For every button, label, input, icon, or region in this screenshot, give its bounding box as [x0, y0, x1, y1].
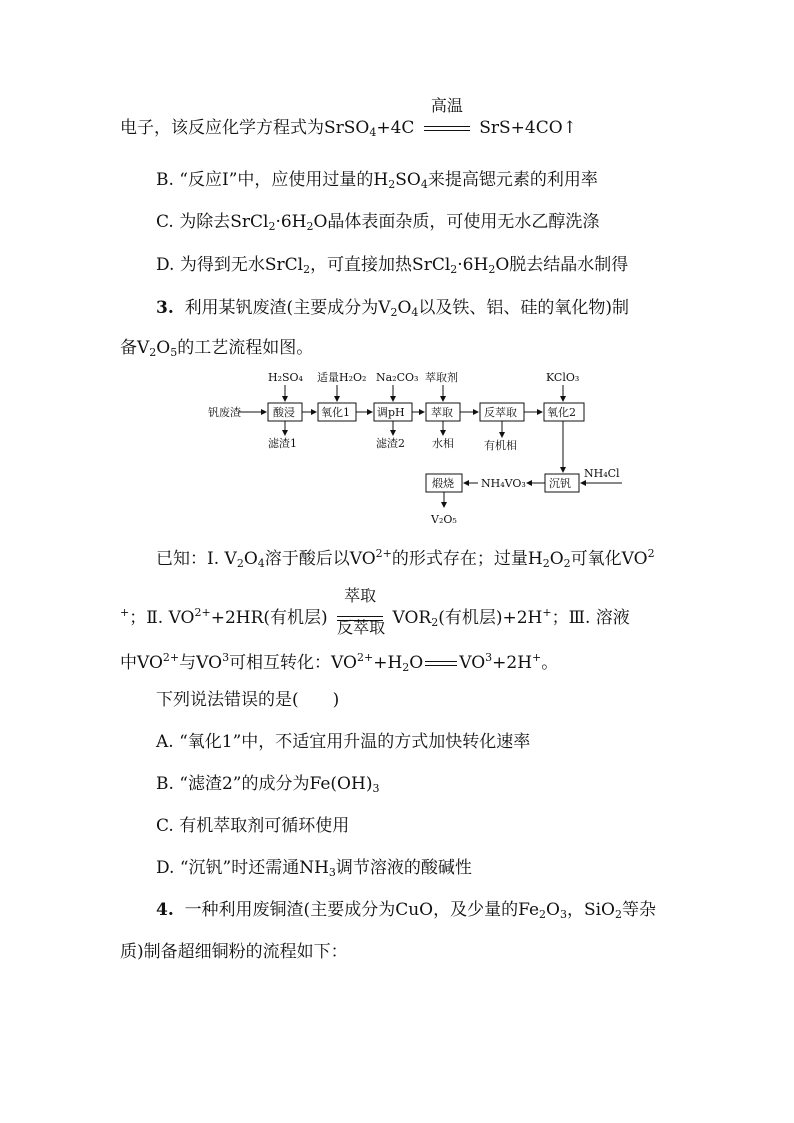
q3-stem-line1: 3. 利用某钒废渣(主要成分为$V_2O_4$以及铁、铝、硅的氧化物)制 [156, 298, 630, 319]
q2-reaction-line: 电子，该反应化学方程式为SrSO$_4$+4C 高温 SrS+4CO↑ [120, 96, 577, 139]
flow-box-label: 氧化1 [321, 406, 350, 419]
flow-box-label: 氧化2 [547, 406, 576, 419]
flow-output-label: 有机相 [484, 439, 517, 452]
flow-input-label: H₂SO₄ [268, 371, 303, 384]
q3-option-c: C. 有机萃取剂可循环使用 [156, 816, 350, 836]
q4-stem-line1: 4. 一种利用废铜渣(主要成分为CuO，及少量的$Fe_2O_3$，SiO$_2$等杂 [156, 900, 656, 921]
flow-output-label: 滤渣2 [376, 437, 405, 450]
q3-option-d: D. “沉钒”时还需通$NH_3$调节溶液的酸碱性 [156, 858, 472, 879]
q3-known-line3: 中$VO^{2+}$与$VO^3$可相互转化：$VO^{2+}+H_2O$ $VO^3+2H^+$。 [120, 651, 559, 674]
q2-option-b: B. “反应Ⅰ”中，应使用过量的$H_2SO_4$来提高锶元素的利用率 [156, 170, 598, 191]
flow-output-label: 水相 [432, 437, 454, 450]
flow-box-label: 调pH [377, 406, 405, 419]
flow-box-label: 酸浸 [273, 406, 295, 419]
q4-stem-line2: 质)制备超细铜粉的流程如下： [120, 942, 348, 962]
q3-option-a: A. “氧化1”中，不适宜用升温的方式加快转化速率 [156, 732, 531, 752]
reaction-condition: 高温 [424, 116, 470, 140]
flow-input-label: NH₄Cl [584, 467, 620, 480]
process-flowchart [0, 365, 794, 535]
q3-known-line1: 已知：Ⅰ. $V_2O_4$溶于酸后以$VO^{2+}$的形式存在；过量$H_2O_2$可氧化$VO^2$ [156, 547, 655, 570]
q3-question: 下列说法错误的是( ) [156, 690, 340, 710]
flow-box-label: 沉钒 [549, 477, 571, 490]
flow-box-label: 萃取 [431, 406, 453, 419]
q2-option-d: D. 为得到无水SrCl$_2$，可直接加热$SrCl_2\cdot 6H_2O$脱去结晶水制得 [156, 255, 629, 276]
flow-box-label: 反萃取 [484, 406, 517, 419]
flow-input-label: 萃取剂 [425, 371, 458, 384]
flow-start-label: 钒废渣 [208, 406, 241, 419]
flow-output-label: V₂O₅ [431, 513, 457, 526]
q3-known-line2: +；Ⅱ. $VO^{2+}+2HR$(有机层) 萃取 反萃取 $VOR_2$(有机层)+2H+；Ⅲ. 溶液 [120, 586, 630, 637]
q3-stem-line2: 备$V_2O_5$的工艺流程如图。 [120, 338, 314, 359]
flow-box-label: 煅烧 [432, 477, 454, 490]
flow-input-label: Na₂CO₃ [376, 371, 419, 384]
q3-option-b: B. “滤渣2”的成分为$Fe(OH)_3$ [156, 774, 380, 795]
flow-input-label: 适量H₂O₂ [317, 371, 367, 384]
flow-output-label: NH₄VO₃ [481, 477, 526, 490]
extraction-equilibrium-arrow: 萃取 反萃取 [337, 586, 386, 637]
flow-output-label: 滤渣1 [268, 437, 297, 450]
flow-input-label: KClO₃ [546, 371, 580, 384]
q2-option-c: C. 为除去$SrCl_2\cdot 6H_2O$晶体表面杂质，可使用无水乙醇洗涤 [156, 212, 600, 233]
